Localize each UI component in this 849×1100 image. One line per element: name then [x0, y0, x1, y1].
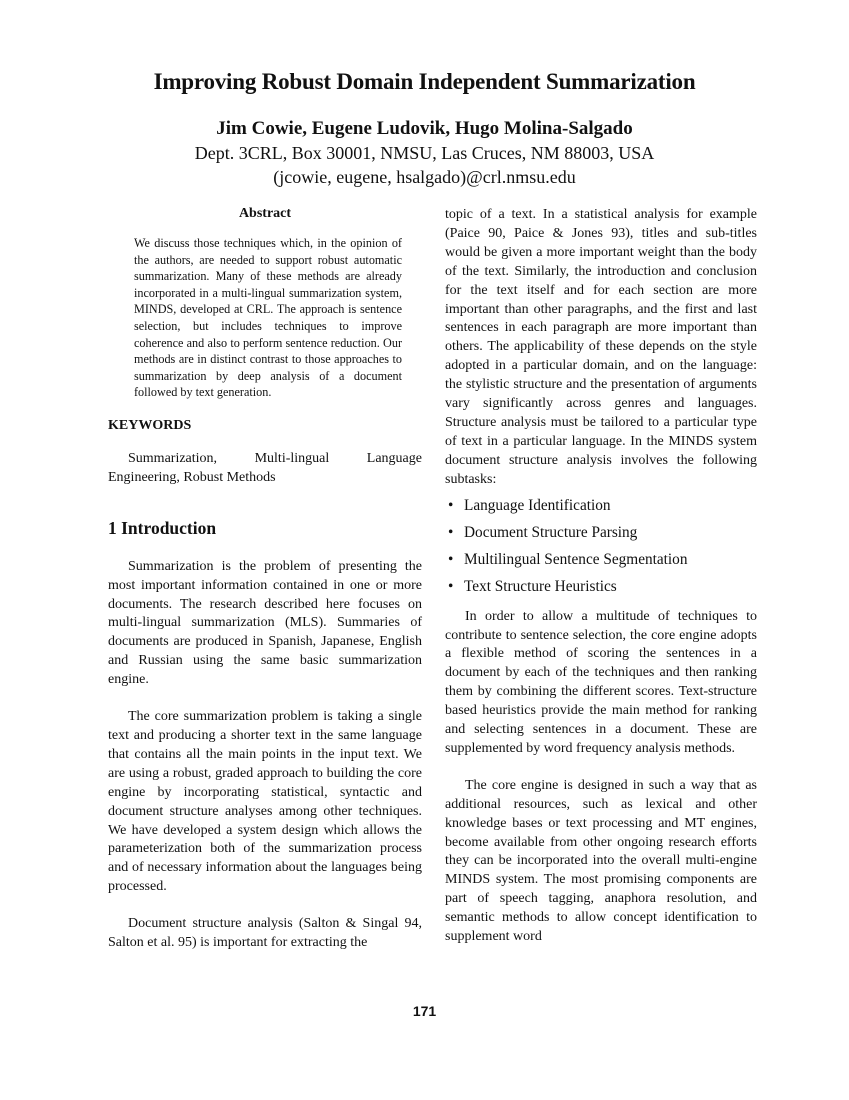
bullet-icon: •	[448, 496, 454, 514]
bullet-icon: •	[448, 550, 454, 568]
list-item-label: Text Structure Heuristics	[464, 577, 617, 595]
intro-paragraph: Document structure analysis (Salton & Singal 94, Salton et al. 95) is important for extracting the	[108, 916, 422, 951]
right-column	[445, 206, 757, 947]
body-paragraph: In order to allow a multitude of techniques to contribute to sentence selection, the core engine adopts a flexible method of scoring the sentences in a document by each of the techniques and then ranking them by combining the different scores. Text-structure based heuristics provide the main method for ranking and selecting sentences in a document. These are supplemented by word frequency analysis methods.	[445, 608, 757, 756]
list-item	[445, 524, 757, 542]
intro-paragraph: The core summarization problem is taking a single text and producing a shorter text in the same language that contains all the main points in the input text. We are using a robust, graded approach to building the core engine by incorporating statistical, syntactic and document structure analyses among other techniques. We have developed a system design which allows the parameterization both of the summarization process and of necessary information about the languages being processed.	[108, 709, 422, 895]
keywords-text: Summarization, Multi-lingual Language Engineering, Robust Methods	[108, 450, 422, 485]
affiliation-emails: (jcowie, eugene, hsalgado)@crl.nmsu.edu	[273, 167, 576, 187]
list-item	[445, 551, 757, 569]
left-column	[108, 206, 422, 953]
list-item-label: Multilingual Sentence Segmentation	[464, 550, 688, 568]
abstract-heading: Abstract	[238, 206, 292, 221]
paper-title: Improving Robust Domain Independent Summarization	[153, 69, 696, 94]
body-paragraph: The core engine is designed in such a way that as additional resources, such as lexical and other knowledge bases or text processing and MT engines, become available from other ongoing research efforts they can be incorporated into the overall multi-engine MINDS system. The most promising components are part of speech tagging, anaphora resolution, and semantic methods to allow concept identification to supplement word	[445, 777, 757, 945]
body-paragraph: topic of a text. In a statistical analysis for example (Paice 90, Paice & Jones 93), titles and sub-titles would be given a more important weight than the body of the text. Similarly, the introduction and conclusion for the text itself and for each section are more important than other paragraphs, and the first and last sentences in each paragraph are more important than others. The applicability of these depends on the style adopted in a particular domain, and on the language: the stylistic structure and the presentation of arguments vary significantly across genres and languages. Structure analysis must be tailored to a particular type of text in a particular language. In the MINDS system document structure analysis involves the following subtasks:	[445, 207, 757, 487]
keywords-heading: KEYWORDS	[108, 417, 192, 433]
bullet-icon: •	[448, 523, 454, 541]
affiliation-address: Dept. 3CRL, Box 30001, NMSU, Las Cruces, NM 88003, USA	[194, 143, 655, 163]
introduction-heading: 1 Introduction	[108, 517, 217, 538]
abstract-text: We discuss those techniques which, in the opinion of the authors, are needed to support robust automatic summarization. Many of these methods are already incorporated in a multi-lingual summarization system, MINDS, developed at CRL. The approach is sentence selection, but includes techniques to improve coherence and also to perform sentence reduction. Our methods are in distinct contrast to those approaches to summarization by deep analysis of a document followed by text generation.	[134, 236, 402, 400]
author-list: Jim Cowie, Eugene Ludovik, Hugo Molina-Salgado	[216, 118, 633, 139]
list-item	[445, 578, 757, 596]
intro-paragraph: Summarization is the problem of presenting the most important information contained in one or more documents. The research described here focuses on multi-lingual summarization (MLS). Summaries of documents are produced in Spanish, Japanese, English and Russian using the same basic summarization engine.	[108, 558, 422, 688]
list-item-label: Document Structure Parsing	[464, 523, 638, 541]
subtask-list	[445, 497, 757, 596]
list-item-label: Language Identification	[464, 496, 611, 514]
list-item	[445, 497, 757, 515]
page-number: 171	[412, 1003, 437, 1019]
bullet-icon: •	[448, 577, 454, 595]
